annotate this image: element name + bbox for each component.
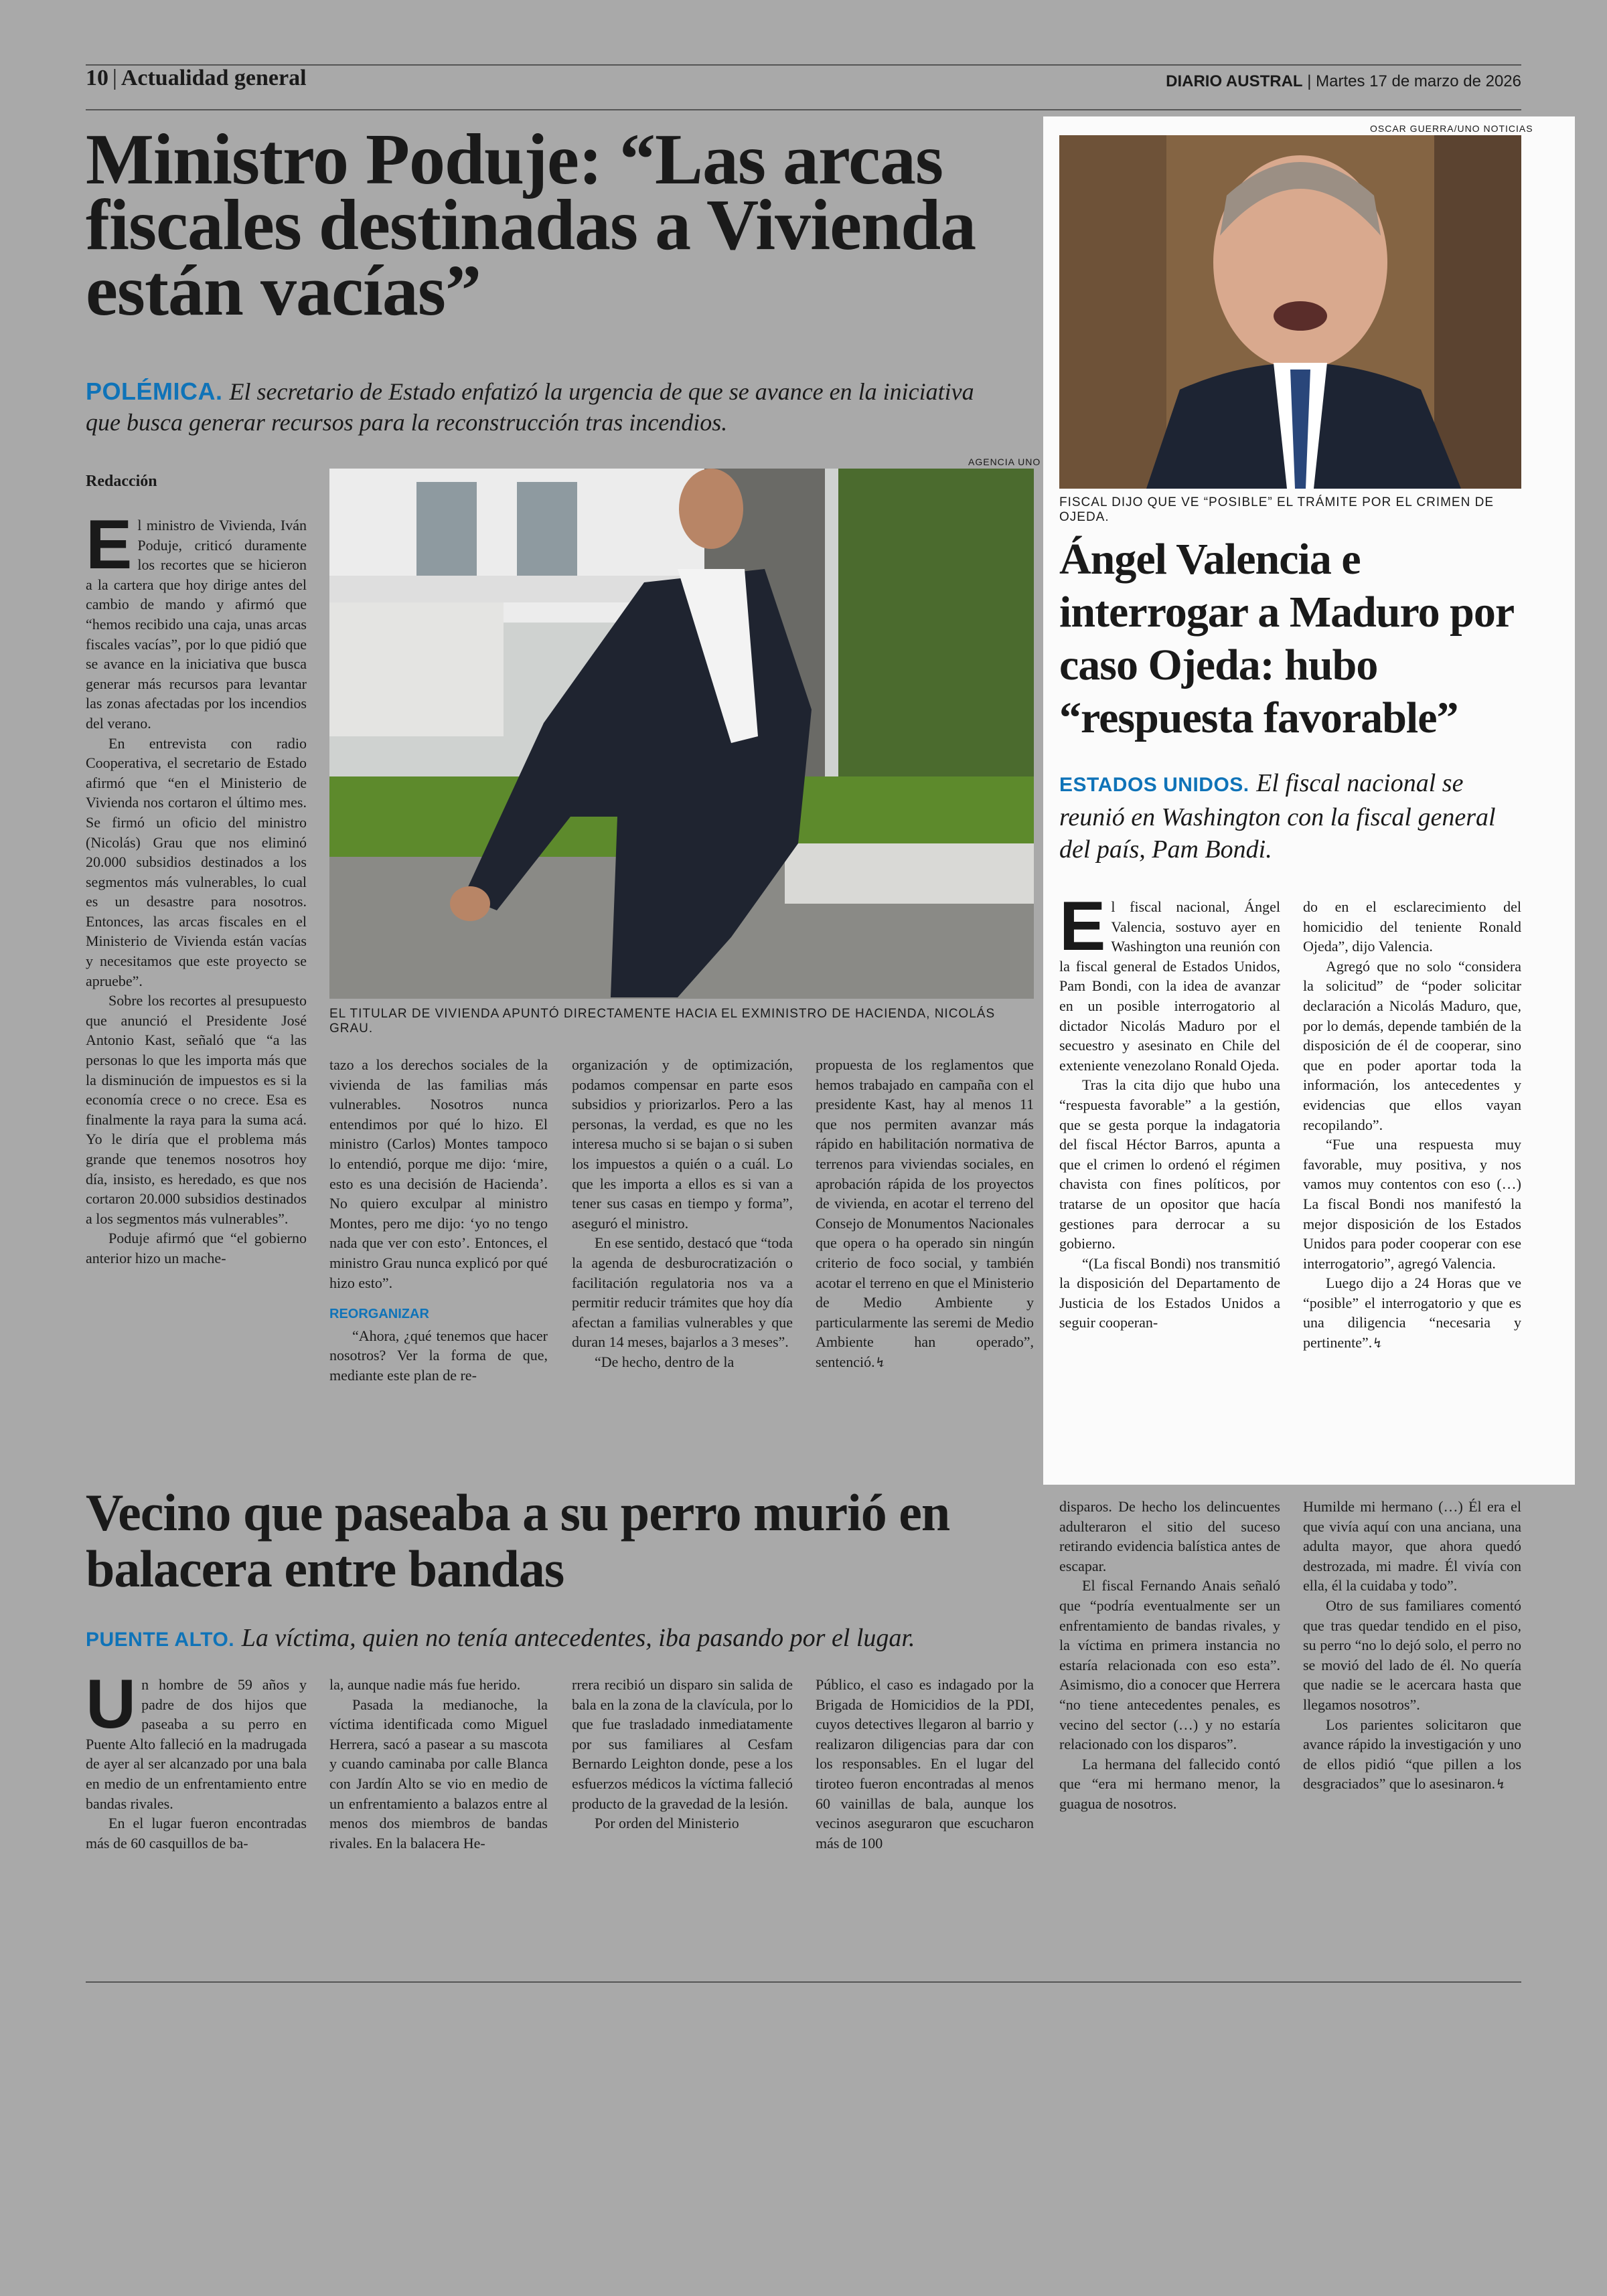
main-col-1 <box>86 506 307 1268</box>
side-paragraph: “Fue una respuesta muy favorable, muy positiva, y nos vamos muy contentos con eso (…) La fiscal Bondi nos manifestó la mejor disposición de los Estados Unidos para poder cooperar con ese interrogatorio”, agregó Valencia. <box>1303 1136 1521 1272</box>
masthead-date: DIARIO AUSTRAL | Martes 17 de marzo de 2026 <box>1166 72 1521 90</box>
bottom-paragraph: disparos. De hecho los delincuentes adulteraron el sitio del suceso retirando evidencia balística antes de escapar. <box>1059 1498 1280 1574</box>
bottom-col-1 <box>86 1665 307 1853</box>
side-kicker-text: El fiscal nacional se reunió en Washington con la fiscal general del país, Pam Bondi. <box>1059 769 1496 864</box>
header-bottom-rule <box>86 109 1521 110</box>
main-col-3 <box>572 1055 793 1372</box>
bottom-paragraph: Humilde mi hermano (…) Él era el que vivía aquí con una anciana, una adulta mayor, que ahora quedó destrozada, mi madre. Él vivía con ella, él la cuidaba y todo”. <box>1303 1498 1521 1594</box>
end-mark-icon: ↯ <box>1495 1777 1507 1793</box>
bottom-paragraph: Público, el caso es indagado por la Brigada de Homicidios de la PDI, cuyos detectives llegaron al barrio y realizaron diligencias para dar con los responsables. En el lugar del tiroteo fueron encontradas al menos 60 vainillas de bala, aunque los vecinos aseguraron que escucharon más de 100 <box>816 1676 1034 1852</box>
bottom-col-3 <box>572 1675 793 1833</box>
main-paragraph: organización y de optimización, podamos compensar en parte esos subsidios y priorizarlos. Pero a las personas, la verdad, es que no les interesa mucho si se bajan o si suben los impuestos a quién o a cuál. Lo que les importa a ellos es si van a tener sus casas en tiempo y forma”, aseguró el ministro. <box>572 1056 793 1232</box>
bottom-paragraph: la, aunque nadie más fue herido. <box>329 1676 521 1693</box>
side-paragraph: Agregó que no solo “considera la solicitud” de “poder solicitar declaración a Nicolás Maduro, que, por lo demás, depende también de la disposición de él de cooperar, sino que en poder aportar toda la información, los antecedentes y evidencias que ellos vayan recopilando”. <box>1303 957 1521 1133</box>
bottom-paragraph: La hermana del fallecido contó que “era mi hermano menor, la guagua de nosotros. <box>1059 1755 1280 1812</box>
main-kicker-text: El secretario de Estado enfatizó la urgencia de que se avance en la iniciativa que busca generar recursos para la reconstrucción tras incendios. <box>86 378 974 436</box>
side-kicker <box>1059 767 1521 866</box>
bottom-drop-cap: U <box>86 1665 137 1743</box>
main-col-4 <box>816 1055 1034 1374</box>
page-number: 10 <box>86 66 108 90</box>
bottom-kicker-text: La víctima, quien no tenía antecedentes, iba pasando por el lugar. <box>241 1624 915 1652</box>
publication-name: DIARIO AUSTRAL <box>1166 72 1303 90</box>
bottom-col-4 <box>816 1675 1034 1853</box>
side-headline: Ángel Valencia e interrogar a Maduro por caso Ojeda: hubo “respuesta favorable” <box>1059 535 1513 742</box>
main-paragraph: propuesta de los reglamentos que hemos trabajado en campaña con el presidente Kast, hay al menos 11 que nos permiten avanzar más rápido en habilitación normativa de terrenos para viviendas sociales, en aprobación rápida de los proyectos de vivienda, en acotar el terreno del Consejo de Monumentos Nacionales que opera o ha operado sin ningún criterio de foco social, y también acotar el terreno en que el Ministerio de Medio Ambiente y particularmente las seremi de Medio Ambiente han operado”, sentenció. <box>816 1056 1034 1370</box>
bottom-paragraph: rrera recibió un disparo sin salida de bala en la zona de la clavícula, por lo que fue trasladado inmediatamente por sus familiares al Cesfam Bernardo Leighton donde, pese a los esfuerzos médicos la víctima falleció producto de la gravedad de la lesión. <box>572 1676 793 1812</box>
side-paragraph: “(La fiscal Bondi) nos transmitió la disposición del Departamento de Justicia de los Estados Unidos a seguir cooperan- <box>1059 1254 1280 1331</box>
main-paragraph: Poduje afirmó que “el gobierno anterior hizo un mache- <box>86 1230 307 1266</box>
main-col-2 <box>329 1055 548 1386</box>
bottom-paragraph: En el lugar fueron encontradas más de 60 casquillos de ba- <box>86 1815 307 1852</box>
issue-date: Martes 17 de marzo de 2026 <box>1316 72 1521 90</box>
side-col-2 <box>1303 897 1521 1354</box>
side-kicker-tag: ESTADOS UNIDOS. <box>1059 774 1249 796</box>
bottom-col-6 <box>1303 1497 1521 1795</box>
main-paragraph: l ministro de Vivienda, Iván Poduje, criticó duramente los recortes que se hicieron a la cartera que hoy dirige antes del cambio de mando y afirmó que “hemos recibido una caja, unas arcas fiscales vacías”, por lo que pidió que se avance en la iniciativa que busca generar más recursos para levantar las zonas afectadas por los incendios del verano. <box>86 517 307 732</box>
bottom-paragraph: Pasada la medianoche, la víctima identificada como Miguel Herrera, sacó a pasear a su mascota y cuando caminaba por calle Blanca con Jardín Alto se vio en medio de un enfrentamiento a balazos entre al menos dos miembros de bandas rivales. En la balacera He- <box>329 1696 548 1852</box>
byline: Redacción <box>86 473 157 490</box>
side-photo-caption: FISCAL DIJO QUE VE “POSIBLE” EL TRÁMITE POR EL CRIMEN DE OJEDA. <box>1059 495 1494 524</box>
bottom-paragraph: n hombre de 59 años y padre de dos hijos que paseaba a su perro en Puente Alto falleció en la madrugada de ayer al ser alcanzado por una bala en medio de un enfrentamiento entre bandas rivales. <box>86 1676 307 1812</box>
main-headline: Ministro Poduje: “Las arcas fiscales destinadas a Vivienda están vacías” <box>86 120 976 331</box>
prosecutor-portrait-photo <box>1059 135 1521 489</box>
bottom-paragraph: Otro de sus familiares comentó que tras quedar tendido en el piso, su perro “no lo dejó solo, el perro no se movió del lado de él. No quería que nadie se le acercara hasta que llegamos nosotros”. <box>1303 1596 1521 1713</box>
main-paragraph: En ese sentido, destacó que “toda la agenda de desburocratización o facilitación regulatoria nos va a permitir reducir trámites que hoy día afectan a familias vulnerables y que duran 14 meses, bajarlos a 3 meses”. <box>572 1234 793 1351</box>
side-drop-cap: E <box>1059 888 1106 965</box>
bottom-paragraph: El fiscal Fernando Anais señaló que “podría eventualmente ser un enfrentamiento de bandas rivales, y la víctima en primera instancia no estaría relacionada con eso esta”. Asimismo, dio a conocer que Herrera “no tiene antecedentes penales, es vecino del sector (…) y no estaría relacionado con los disparos”. <box>1059 1577 1280 1753</box>
main-photo-credit: AGENCIA UNO <box>968 457 1041 467</box>
section-name: Actualidad general <box>121 66 307 90</box>
bottom-kicker-tag: PUENTE ALTO. <box>86 1629 235 1651</box>
side-paragraph: Tras la cita dijo que hubo una “respuesta favorable” a la gestión, que se gesta porque la indagatoria del fiscal Héctor Barros, apunta a que el crimen lo ordenó el régimen chavista con fines políticos, por tratarse de un opositor que hacía gestiones para derrocar a su gobierno. <box>1059 1076 1280 1252</box>
page-section-header: 10 | Actualidad general <box>86 66 307 90</box>
bottom-col-2 <box>329 1675 548 1853</box>
side-photo <box>1059 135 1521 489</box>
side-paragraph: Luego dijo a 24 Horas que ve “posible” el interrogatorio y que es una diligencia “necesaria y pertinente”. <box>1303 1275 1521 1351</box>
side-paragraph: l fiscal nacional, Ángel Valencia, sostuvo ayer en Washington una reunión con la fiscal general de Estados Unidos, Pam Bondi, con la idea de avanzar en un posible interrogatorio al dictador Nicolás Maduro por el secuestro y asesinato en Chile del exteniente venezolano Ronald Ojeda. <box>1059 898 1280 1074</box>
side-col-1 <box>1059 888 1280 1333</box>
bottom-paragraph: Los parientes solicitaron que avance rápido la investigación y uno de ellos pidió “que pillen a los desgraciados” que lo asesinaron. <box>1303 1716 1521 1793</box>
main-paragraph: “Ahora, ¿qué tenemos que hacer nosotros? Ver la forma de que, mediante este plan de re- <box>329 1327 548 1384</box>
main-paragraph: Sobre los recortes al presupuesto que anunció el Presidente José Antonio Kast, señaló que “a las personas lo que les importa más que la disminución de impuestos es si la economía crece o no crece. Esa es finalmente la raya para la suma acá. Yo le diría que el problema más grande que tenemos nosotros hoy día, insisto, es heredado, es que nos cortaron 20.000 subsidios destinados a los segmentos más vulnerables”. <box>86 992 307 1227</box>
minister-walking-photo <box>329 469 1034 999</box>
main-photo-caption: EL TITULAR DE VIVIENDA APUNTÓ DIRECTAMENTE HACIA EL EXMINISTRO DE HACIENDA, NICOLÁS GRAU. <box>329 1007 996 1036</box>
bottom-paragraph: Por orden del Ministerio <box>595 1815 739 1832</box>
main-paragraph: “De hecho, dentro de la <box>595 1353 735 1370</box>
main-paragraph: tazo a los derechos sociales de la vivienda de las familias más vulnerables. Nosotros nunca entendimos por qué lo hizo. El ministro (Carlos) Montes tampoco lo entendió, porque me dijo: ‘mire, esto es una decisión de Hacienda’. No quiero exculpar al ministro Montes, pero me dijo: ‘yo no tengo nada que ver con esto’. Entonces, el ministro Grau nunca explicó por qué hizo esto”. <box>329 1056 548 1291</box>
main-kicker <box>86 376 983 438</box>
footer-rule <box>86 1981 1521 1983</box>
side-paragraph: do en el esclarecimiento del homicidio del teniente Ronald Ojeda”, dijo Valencia. <box>1303 898 1521 955</box>
bottom-col-5 <box>1059 1497 1280 1814</box>
main-photo <box>329 469 1034 999</box>
bottom-headline: Vecino que paseaba a su perro murió en balacera entre bandas <box>86 1483 950 1598</box>
main-kicker-tag: POLÉMICA. <box>86 378 223 405</box>
main-subhead: REORGANIZAR <box>329 1307 429 1322</box>
side-photo-credit: OSCAR GUERRA/UNO NOTICIAS <box>1370 123 1533 134</box>
main-drop-cap: E <box>86 506 133 584</box>
bottom-kicker <box>86 1623 1050 1655</box>
end-mark-icon: ↯ <box>874 1355 887 1370</box>
main-paragraph: En entrevista con radio Cooperativa, el secretario de Estado afirmó que “en el Ministerio de Vivienda nos cortaron el último mes. Se firmó un oficio del ministro (Nicolás) Grau que nos eliminó 20.000 subsidios destinados a los segmentos más vulnerables, lo cual es un desastre para nosotros. Entonces, las arcas fiscales en el Ministerio de Vivienda están vacías y necesitamos que este proyecto se apruebe”. <box>86 734 307 989</box>
end-mark-icon: ↯ <box>1372 1336 1383 1351</box>
